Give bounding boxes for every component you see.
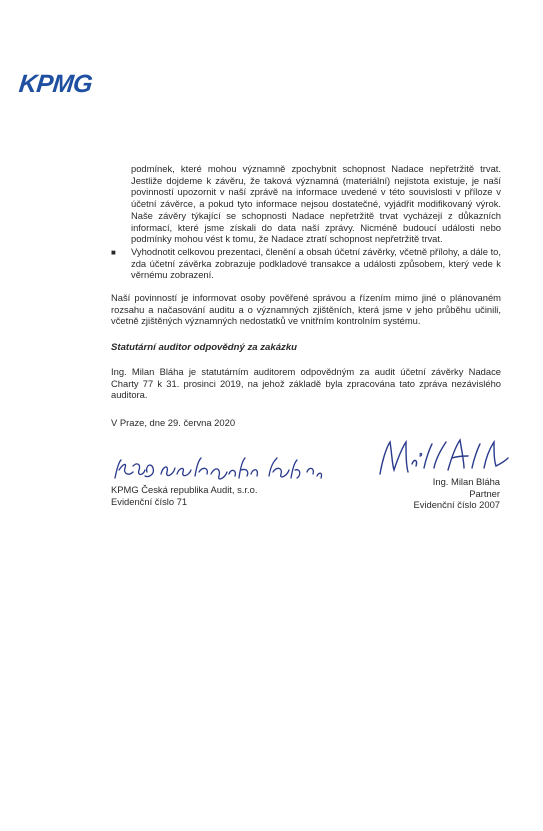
document-body: [111, 163, 501, 429]
bullet-text-presentation: Vyhodnotit celkovou prezentaci, členění a obsah účetní závěrky, včetně přílohy, a dále to, zda účetní závěrka zobrazuje podkladové transakce a události způsobem, který vede k věrnému zobrazení.: [131, 245, 501, 281]
paragraph-governance: Naší povinností je informovat osoby pověřené správou a řízením mimo jiné o plánovaném rozsahu a načasování auditu a o významných zjištěních, která jsme v jeho průběhu učinili, včetně zjištěných významných nedostatků ve vnitřním kontrolním systému.: [111, 292, 501, 327]
kpmg-logo: KPMG: [17, 70, 94, 98]
document-date: V Praze, dne 29. června 2020: [111, 416, 236, 428]
paragraph-auditor: Ing. Milan Bláha je statutárním auditorem odpovědným za audit účetní závěrky Nadace Charty 77 k 31. prosinci 2019, na jehož základě byla zpracována tato zpráva nezávislého auditora.: [111, 365, 501, 401]
section-heading: Statutární auditor odpovědný za zakázku: [111, 342, 298, 354]
company-registration: Evidenční číslo 71: [111, 495, 188, 507]
paragraph-going-concern: podmínek, které mohou významně zpochybnit schopnost Nadace nepřetržitě trvat. Jestliže dojdeme k závěru, že taková významná (materiální) nejistota existuje, je naší povinností upozornit v naší zprávě na informace uvedené v této souvislosti v příloze v účetní závěrce, a pokud tyto informace nejsou dostatečné, vyjádřit modifikovaný výrok. Naše závěry týkající se schopnosti Nadace nepřetržitě trvat vycházejí z důkazních informací, které jsme získali do data naší zprávy. Nicméně budoucí události nebo podmínky mohou vést k tomu, že Nadace ztratí schopnost nepřetržitě trvat.: [131, 163, 501, 245]
bullet-icon: ■: [111, 247, 116, 257]
company-name: KPMG Česká republika Audit, s.r.o.: [111, 484, 258, 495]
partner-name: Ing. Milan Bláha: [432, 476, 500, 487]
signature-block-company: [111, 454, 351, 507]
partner-registration: Evidenční číslo 2007: [413, 499, 500, 511]
list-item: [111, 246, 501, 281]
company-signature: [111, 454, 351, 484]
partner-signature: [360, 434, 510, 480]
signature-block-partner: [360, 434, 510, 511]
partner-role: Partner: [469, 487, 500, 499]
